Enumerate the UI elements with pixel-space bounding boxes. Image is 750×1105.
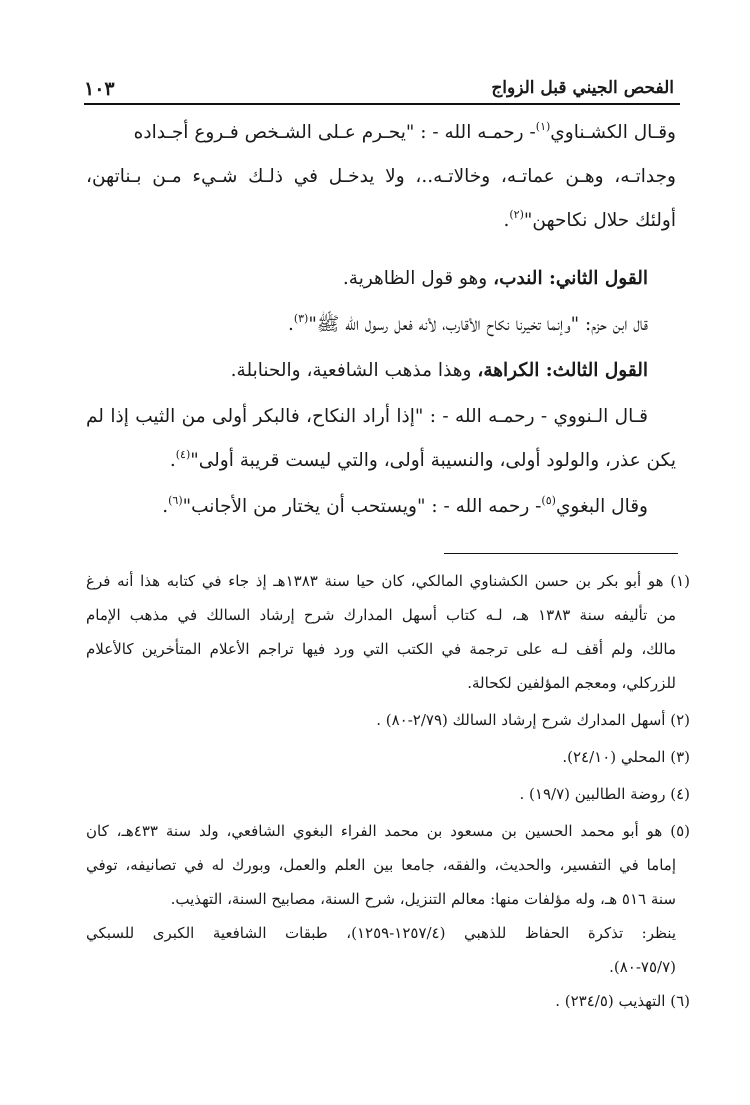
- footnote-ref: (١): [535, 120, 551, 133]
- text-span: - رحمه الله - : "ويستحب أن يختار من الأجانب": [182, 496, 542, 517]
- text-span: يكن عذر، والولود أولى، والنسيبة أولى، والتي ليست قريبة أولى": [190, 450, 676, 471]
- text-span: .: [287, 314, 294, 335]
- footnote-1-line-4: للزركلي، ومعجم المؤلفين لكحالة.: [467, 674, 676, 692]
- header-title: الفحص الجيني قبل الزواج: [491, 78, 674, 98]
- text-span: - رحمـه الله - : "يحـرم عـلى الشـخص فـروع أجـداده: [133, 122, 536, 143]
- footnote-ref: (٥): [541, 494, 556, 507]
- body-line-9: [162, 496, 648, 517]
- body-line-8: [170, 450, 676, 471]
- footnote-divider: [444, 553, 678, 554]
- footnote-6: (٦) التهذيب (٢٣٤/٥) .: [555, 992, 690, 1010]
- text-span: .: [162, 496, 169, 517]
- footnote-4: (٤) روضة الطالبين (١٩/٧) .: [519, 785, 690, 803]
- body-line-5: [288, 314, 648, 340]
- text-span: .: [169, 450, 176, 471]
- running-header: [84, 62, 676, 102]
- header-divider: [84, 103, 680, 105]
- footnote-5-line-1: (٥) هو أبو محمد الحسين بن مسعود بن محمد الفراء البغوي الشافعي، ولد سنة ٤٣٣هـ، كان: [86, 822, 690, 840]
- text-span: وقـال الكشـناوي: [550, 122, 676, 143]
- text-span: وهذا مذهب الشافعية، والحنابلة.: [230, 360, 478, 381]
- footnote-5-line-2: إماما في التفسير، والحديث، والفقه، جامعا بين العلم والعمل، وبورك له في تصانيفه، توفي: [86, 856, 676, 874]
- footnote-ref: (٣): [293, 312, 309, 325]
- body-line-6: [231, 360, 648, 381]
- body-line-3: [503, 210, 676, 231]
- text-span: وقال البغوي: [555, 496, 648, 517]
- opinion-heading: القول الثاني: الندب،: [493, 268, 648, 289]
- page-number: ١٠٣: [84, 78, 115, 100]
- text-span: .: [503, 210, 510, 231]
- footnote-1-line-1: (١) هو أبو بكر بن حسن الكشناوي المالكي، كان حيا سنة ١٣٨٣هـ إذ جاء في كتابه هذا أنه فرغ: [86, 572, 690, 590]
- footnote-ref: (٦): [168, 494, 183, 507]
- text-span: قال ابن حزم: "وإنما تخيرنا نكاح الأقارب، لأنه فعل رسول الله ﷺ": [308, 314, 648, 335]
- body-line-2: وجداتـه، وهـن عماتـه، وخالاتـه..، ولا يدخـل في ذلـك شـيء مـن بـناتهن،: [86, 166, 676, 187]
- footnote-5-line-4: ينظر: تذكرة الحفاظ للذهبي (١٢٥٧/٤-١٢٥٩)، طبقات الشافعية الكبرى للسبكي: [86, 924, 676, 942]
- footnote-ref: (٤): [175, 448, 191, 461]
- body-line-4: [343, 268, 648, 289]
- footnote-5-line-3: سنة ٥١٦ هـ، وله مؤلفات منها: معالم التنزيل، شرح السنة، مصابيح السنة، التهذيب.: [170, 890, 676, 908]
- text-span: أولئك حلال نكاحهن": [523, 210, 676, 231]
- footnote-1-line-3: مالك، ولم أقف لـه على ترجمة في الكتب التي ورد فيها تراجم الأعلام المتأخرين كالأعلام: [86, 640, 676, 658]
- footnote-1-line-2: من تأليفه سنة ١٣٨٣ هـ، لـه كتاب أسهل المدارك شرح إرشاد السالك في مذهب الإمام: [86, 606, 676, 624]
- opinion-heading: القول الثالث: الكراهة،: [477, 360, 648, 381]
- footnote-ref: (٢): [509, 208, 524, 221]
- footnote-5-line-5: (٧٥/٧-٨٠).: [609, 958, 676, 976]
- footnote-3: (٣) المحلي (٢٤/١٠).: [562, 748, 690, 766]
- body-line-7: قـال الـنووي - رحمـه الله - : "إذا أراد النكاح، فالبكر أولى من الثيب إذا لم: [86, 406, 648, 427]
- footnote-2: (٢) أسهل المدارك شرح إرشاد السالك (٢/٧٩-٨٠) .: [376, 711, 690, 729]
- body-line-1: [134, 122, 676, 143]
- text-span: وهو قول الظاهرية.: [342, 268, 494, 289]
